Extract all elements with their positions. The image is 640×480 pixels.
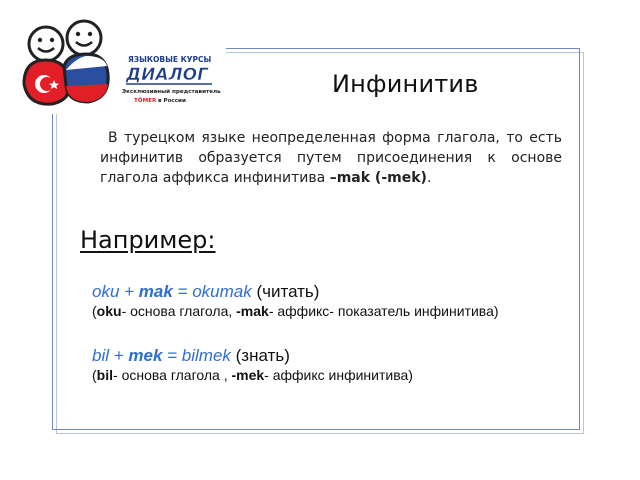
logo-line1: ЯЗЫКОВЫЕ КУРСЫ xyxy=(128,55,212,64)
example-1-plus: + xyxy=(119,282,139,301)
example-2-stem: bil xyxy=(92,346,110,365)
example-1-note xyxy=(92,303,499,319)
definition-affix: –mak (-mek) xyxy=(329,170,427,186)
definition-paragraph xyxy=(100,128,562,188)
example-2-note-rest: - аффикс инфинитива) xyxy=(264,367,413,383)
logo-line2: ДИАЛОГ xyxy=(126,65,208,85)
example-2-note-mid: - основа глагола , xyxy=(113,367,232,383)
slide-title: Инфинитив xyxy=(332,70,479,98)
example-2-note-affix: -mek xyxy=(231,367,265,383)
definition-text: В турецком языке неопределенная форма глагола, то есть инфинитив образуется путем присоединения к основе глагола аффикса инфинитива xyxy=(100,130,562,186)
example-2-translation: (знать) xyxy=(230,346,290,365)
definition-period: . xyxy=(426,170,432,186)
example-2-note-stem: bil xyxy=(96,367,114,383)
example-1-note-mid: - основа глагола, xyxy=(121,303,237,319)
example-1-line xyxy=(92,282,319,302)
example-1-eq: = xyxy=(172,282,193,301)
example-2-note xyxy=(92,367,413,383)
example-heading: Например: xyxy=(80,226,216,254)
example-1-result: okumak xyxy=(192,282,252,301)
example-1-note-affix: -mak xyxy=(236,303,269,319)
logo-line4-rest: в России xyxy=(158,98,186,104)
example-1-stem: oku xyxy=(92,282,120,301)
example-1-translation: (читать) xyxy=(251,282,320,301)
logo-line4-brand: TÖMER xyxy=(134,98,157,104)
logo-line3: Эксклюзивный представитель xyxy=(122,89,221,95)
example-2-note-open: ( xyxy=(92,367,97,383)
example-2-line xyxy=(92,346,290,366)
example-1-note-stem: oku xyxy=(96,303,122,319)
dialog-logo xyxy=(16,14,226,114)
example-2-eq: = xyxy=(162,346,182,365)
example-1-affix: mak xyxy=(138,282,173,301)
example-1-note-open: ( xyxy=(92,303,97,319)
example-1-note-rest: - аффикс- показатель инфинитива) xyxy=(268,303,499,319)
example-2-plus: + xyxy=(109,346,129,365)
example-2-affix: mek xyxy=(128,346,163,365)
example-2-result: bilmek xyxy=(181,346,231,365)
